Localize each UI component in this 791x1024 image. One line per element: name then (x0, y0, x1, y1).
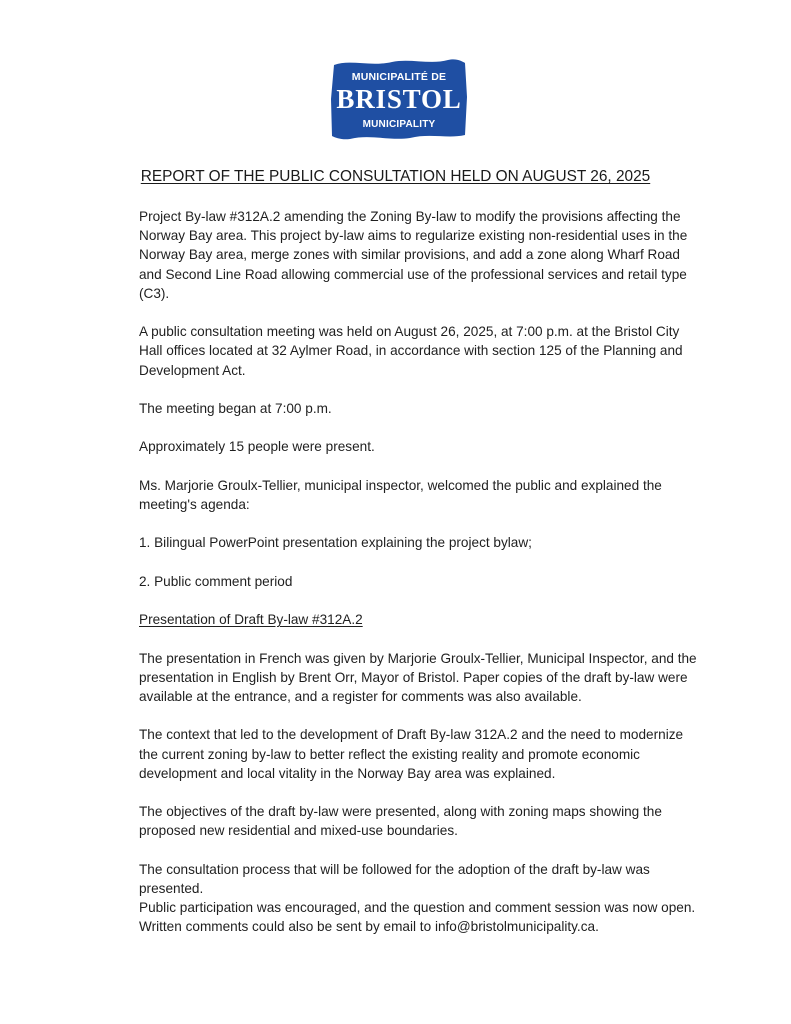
logo-line-municipalite: MUNICIPALITÉ DE (351, 71, 447, 83)
report-body (139, 207, 699, 937)
attendance-paragraph: Approximately 15 people were present. (139, 439, 375, 455)
intro-paragraph: Project By-law #312A.2 amending the Zoning By-law to modify the provisions affecting the Norway Bay area. This project by-law aims to regularize existing non-residential uses in the Norway Bay area, merge zones with similar provisions, and add a zone along Wharf Road and Second Line Road allowing commercial use of the professional services and retail type (C3). (139, 209, 688, 301)
section-heading-presentation: Presentation of Draft By-law #312A.2 (139, 612, 363, 628)
meeting-began-paragraph: The meeting began at 7:00 p.m. (139, 401, 332, 416)
participation-text: Public participation was encouraged, and the question and comment session was now open. Written comments could also be sent by email to (139, 900, 696, 935)
logo-line-municipality: MUNICIPALITY (362, 119, 436, 130)
participation-end: . (595, 919, 599, 935)
meeting-held-paragraph: A public consultation meeting was held on August 26, 2025, at 7:00 p.m. at the Bristol City Hall offices located at 32 Aylmer Road, in accordance with section 125 of the Planning and Development Act. (139, 324, 683, 378)
logo-line-bristol: BRISTOL (336, 84, 462, 114)
agenda-item-2: 2. Public comment period (139, 573, 293, 589)
process-paragraph: The consultation process that will be followed for the adoption of the draft by-law was presented. (139, 861, 650, 896)
presenters-paragraph: The presentation in French was given by Marjorie Groulx-Tellier, Municipal Inspector, and the presentation in English by Brent Orr, Mayor of Bristol. Paper copies of the draft by-law were available at the entrance, and a register for comments was also available. (139, 650, 697, 704)
context-paragraph: The context that led to the development of Draft By-law 312A.2 and the need to modernize the current zoning by-law to better reflect the existing reality and promote economic development and local vitality in the Norway Bay area was explained. (139, 727, 684, 781)
municipality-logo (330, 57, 468, 141)
contact-email: info@bristolmunicipality.ca (434, 919, 596, 935)
agenda-item-1: 1. Bilingual PowerPoint presentation explaining the project bylaw; (139, 535, 532, 551)
participation-paragraph (139, 898, 699, 936)
welcome-paragraph: Ms. Marjorie Groulx-Tellier, municipal inspector, welcomed the public and explained the meeting's agenda: (139, 477, 662, 512)
objectives-paragraph: The objectives of the draft by-law were presented, along with zoning maps showing the proposed new residential and mixed-use boundaries. (139, 804, 662, 839)
report-title: REPORT OF THE PUBLIC CONSULTATION HELD ON AUGUST 26, 2025 (140, 168, 651, 185)
